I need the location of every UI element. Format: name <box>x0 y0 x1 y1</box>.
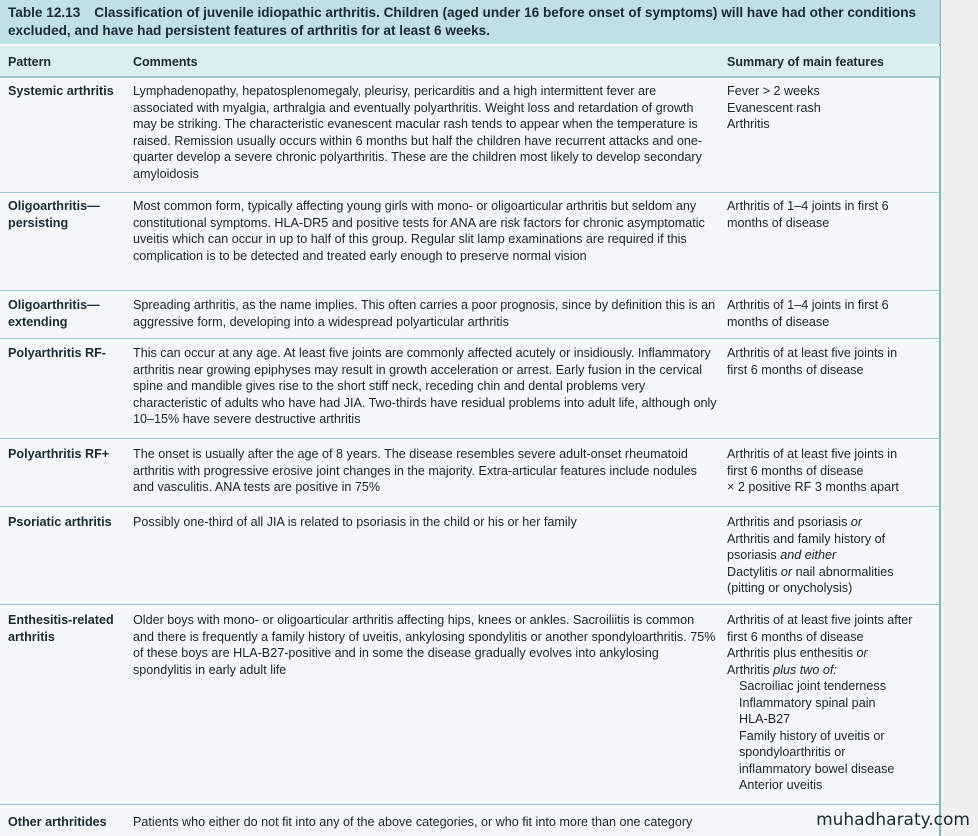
page-margin <box>940 0 978 836</box>
summary-italic: plus two of: <box>773 662 837 677</box>
table-header <box>0 46 940 78</box>
summary-line: Evanescent rash <box>727 100 821 115</box>
summary-subitem: Family history of uveitis or <box>739 728 885 743</box>
summary-text: Dactylitis <box>727 564 781 579</box>
table-row <box>0 338 940 439</box>
table-row <box>0 192 940 291</box>
summary-line <box>727 547 937 564</box>
table-number: Table 12.13 <box>8 5 81 20</box>
summary-line: Arthritis of at least five joints after <box>727 613 913 627</box>
row-summary <box>727 612 937 794</box>
summary-line: Arthritis of 1–4 joints in first 6 <box>727 199 889 213</box>
summary-line: Arthritis <box>727 117 770 131</box>
summary-italic: or <box>856 646 868 660</box>
row-pattern: Polyarthritis RF+ <box>8 447 110 461</box>
summary-line: Fever > 2 weeks <box>727 84 820 98</box>
summary-line: months of disease <box>727 215 830 230</box>
table-row <box>0 438 940 507</box>
row-comments: Patients who either do not fit into any of the above categories, or who fit into more than one category <box>133 815 693 829</box>
table-row <box>0 806 940 836</box>
header-pattern: Pattern <box>8 55 52 69</box>
table-row <box>0 506 940 605</box>
row-pattern: Oligoarthritis—persisting <box>8 199 100 230</box>
summary-subitem: inflammatory bowel disease <box>739 761 895 776</box>
summary-italic: and either <box>780 548 837 562</box>
summary-line: (pitting or onycholysis) <box>727 581 853 595</box>
row-summary <box>727 297 937 330</box>
table-row <box>0 290 940 339</box>
summary-subitem: Inflammatory spinal pain <box>739 695 876 710</box>
summary-line: months of disease <box>727 314 830 329</box>
summary-italic: or <box>780 564 793 579</box>
summary-line: first 6 months of disease <box>727 629 864 644</box>
summary-subitem: spondyloarthritis or <box>739 745 846 759</box>
summary-text: Arthritis plus enthesitis <box>727 646 857 660</box>
summary-line: Arthritis of at least five joints in <box>727 346 898 360</box>
summary-subitem: HLA-B27 <box>739 712 791 726</box>
summary-line: Arthritis of 1–4 joints in first 6 <box>727 298 889 312</box>
summary-line <box>727 514 937 531</box>
table-caption <box>0 0 940 44</box>
summary-text: psoriasis <box>727 548 781 562</box>
row-comments: The onset is usually after the age of 8 years. The disease resembles severe adult-onset rheumatoid arthritis with progressive erosive joint changes in the majority. Extra-articular features include nodules and vasculitis. ANA tests are positive in 75% <box>133 447 697 494</box>
summary-line: Arthritis of at least five joints in <box>727 447 898 461</box>
summary-line: first 6 months of disease <box>727 463 864 478</box>
summary-line <box>727 564 937 581</box>
summary-italic: or <box>850 515 863 529</box>
row-comments: Most common form, typically affecting young girls with mono- or oligoarticular arthritis but seldom any constitutional symptoms. HLA-DR5 and positive tests for ANA are risk factors for chronic asymptomatic uveitis which can occur in up to half of this group. Regular slit lamp examinations are required if this complication is to be detected and treated early enough to preserve normal vision <box>133 199 705 263</box>
table-row <box>0 604 940 805</box>
header-comments: Comments <box>133 55 198 69</box>
summary-text: nail abnormalities <box>792 564 894 579</box>
row-summary <box>727 198 937 231</box>
table-row <box>0 78 940 193</box>
row-summary <box>727 446 937 496</box>
table-title: Classification of juvenile idiopathic arthritis. Children (aged under 16 before onset of symptoms) will have had other conditions excluded, and have had persistent features of arthritis for at least 6 weeks. <box>8 5 917 38</box>
summary-line <box>727 645 937 662</box>
site-watermark: muhadharaty.com <box>816 810 970 830</box>
summary-subitem: Sacroiliac joint tenderness <box>739 679 887 693</box>
row-pattern: Other arthritides <box>8 815 107 829</box>
summary-line <box>727 662 937 679</box>
summary-text: Arthritis and psoriasis <box>727 515 851 529</box>
row-pattern: Systemic arthritis <box>8 84 114 98</box>
row-summary <box>727 83 937 133</box>
row-comments: Lymphadenopathy, hepatosplenomegaly, pleurisy, pericarditis and a high intermittent fever are associated with myalgia, arthralgia and eventually polyarthritis. Weight loss and retardation of growth may be striking. The characteristic evanescent macular rash tends to appear when the temperature is raised. Remission usually occurs within 6 months but half the children have recurrent attacks and one-quarter develop a severe chronic polyarthritis. These are the children most likely to develop secondary amyloidosis <box>133 84 703 181</box>
row-comments: Possibly one-third of all JIA is related to psoriasis in the child or his or her family <box>133 515 577 529</box>
row-comments: This can occur at any age. At least five joints are commonly affected acutely or insidiously. Inflammatory arthritis near growing epiphyses may result in growth acceleration or arrest. Early fusion in the cervical spine and mandible gives rise to the short stiff neck, receding chin and dental problems very characteristic of adults who have had JIA. Two-thirds have residual problems into adult life, although only 10–15% have severe destructive arthritis <box>133 346 717 426</box>
header-summary: Summary of main features <box>727 55 884 69</box>
row-comments: Spreading arthritis, as the name implies. This often carries a poor prognosis, since by definition this is an aggressive form, developing into a widespread polyarticular arthritis <box>133 298 716 329</box>
summary-line: × 2 positive RF 3 months apart <box>727 480 899 494</box>
summary-subitem: Anterior uveitis <box>739 778 823 792</box>
summary-line: Arthritis and family history of <box>727 531 886 546</box>
summary-text: Arthritis <box>727 662 774 677</box>
row-summary <box>727 345 937 378</box>
row-summary <box>727 514 937 597</box>
row-comments: Older boys with mono- or oligoarticular arthritis affecting hips, knees or ankles. Sacroiliitis is common and there is frequently a family history of uveitis, ankylosing spondylitis or another spondyloarthritis. 75% of these boys are HLA-B27-positive and in some the disease gradually evolves into ankylosing spondylitis in early adult life <box>133 613 716 677</box>
row-pattern: Polyarthritis RF- <box>8 346 106 360</box>
row-pattern: Enthesitis-related arthritis <box>8 613 114 644</box>
summary-line: first 6 months of disease <box>727 362 864 377</box>
row-pattern: Oligoarthritis—extending <box>8 298 100 329</box>
row-pattern: Psoriatic arthritis <box>8 515 112 529</box>
